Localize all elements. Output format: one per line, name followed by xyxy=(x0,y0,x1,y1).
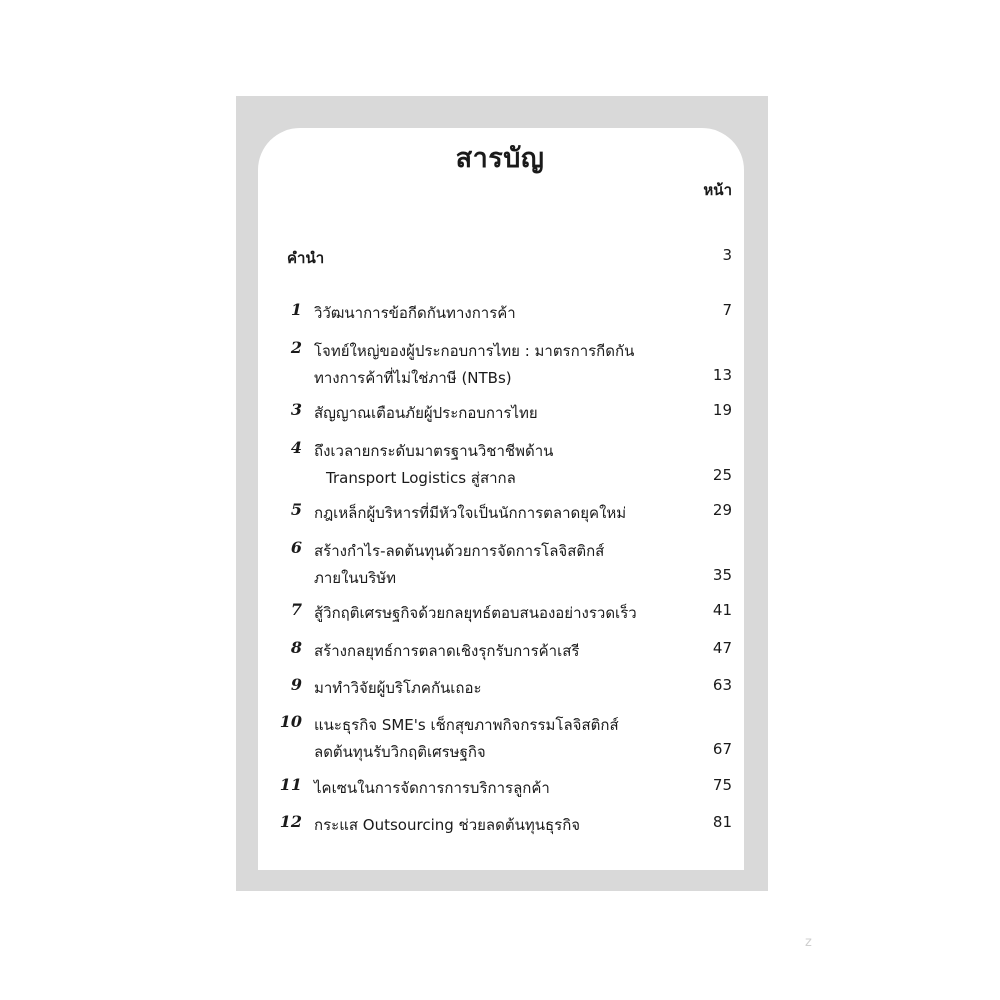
intro-label: คำนำ xyxy=(287,249,325,267)
corner-mark: z xyxy=(805,935,812,950)
toc-entry-page: 67 xyxy=(712,740,732,758)
toc-entry-title-continued: ทางการค้าที่ไม่ใช่ภาษี (NTBs) xyxy=(314,369,512,387)
toc-entry-title: สัญญาณเตือนภัยผู้ประกอบการไทย xyxy=(314,404,538,422)
toc-entry-number: 5 xyxy=(290,500,302,519)
page-column-header: หน้า xyxy=(703,181,732,199)
toc-entry-title: กฎเหล็กผู้บริหารที่มีหัวใจเป็นนักการตลาดยุคใหม่ xyxy=(314,504,627,522)
toc-entry-page: 13 xyxy=(712,366,732,384)
toc-entry-page: 7 xyxy=(722,301,732,319)
toc-entry-page: 41 xyxy=(712,601,732,619)
toc-entry-number: 4 xyxy=(290,438,302,457)
toc-entry-title: วิวัฒนาการข้อกีดกันทางการค้า xyxy=(314,304,516,322)
toc-entry-number: 2 xyxy=(290,338,302,357)
toc-entry-title: สู้วิกฤติเศรษฐกิจด้วยกลยุทธ์ตอบสนองอย่างรวดเร็ว xyxy=(314,604,637,622)
toc-entry-number: 8 xyxy=(290,638,302,657)
toc-entry-page: 81 xyxy=(712,813,732,831)
toc-entry-number: 7 xyxy=(290,600,302,619)
toc-entry-page: 75 xyxy=(712,776,732,794)
toc-entry-title: แนะธุรกิจ SME's เช็กสุขภาพกิจกรรมโลจิสติกส์ xyxy=(314,716,619,734)
toc-entry-number: 1 xyxy=(290,300,302,319)
toc-entry-title: กระแส Outsourcing ช่วยลดต้นทุนธุรกิจ xyxy=(314,816,581,834)
page-title: สารบัญ xyxy=(455,143,545,174)
toc-entry-title-continued: ภายในบริษัท xyxy=(314,569,397,587)
intro-page: 3 xyxy=(722,246,732,264)
toc-entry-number: 9 xyxy=(290,675,302,694)
toc-entry-page: 47 xyxy=(712,639,732,657)
toc-entry-number: 10 xyxy=(279,712,302,731)
toc-entry-number: 6 xyxy=(290,538,302,557)
toc-entry-page: 35 xyxy=(712,566,732,584)
toc-entry-number: 3 xyxy=(290,400,302,419)
toc-entry-title: สร้างกำไร-ลดต้นทุนด้วยการจัดการโลจิสติกส์ xyxy=(314,542,605,560)
toc-entry-title-continued: Transport Logistics สู่สากล xyxy=(326,469,516,487)
toc-entry-page: 19 xyxy=(712,401,732,419)
toc-entry-page: 29 xyxy=(712,501,732,519)
toc-entry-number: 11 xyxy=(279,775,302,794)
toc-entry-title: ถึงเวลายกระดับมาตรฐานวิชาชีพด้าน xyxy=(314,442,554,460)
toc-entry-page: 63 xyxy=(712,676,732,694)
toc-entry-title: มาทำวิจัยผู้บริโภคกันเถอะ xyxy=(314,679,482,697)
toc-entry-title: สร้างกลยุทธ์การตลาดเชิงรุกรับการค้าเสรี xyxy=(314,642,580,660)
toc-entry-title: โจทย์ใหญ่ของผู้ประกอบการไทย : มาตรการกีดกัน xyxy=(314,342,635,360)
toc-entry-page: 25 xyxy=(712,466,732,484)
toc-entry-title-continued: ลดต้นทุนรับวิกฤติเศรษฐกิจ xyxy=(314,743,486,761)
toc-entry-number: 12 xyxy=(279,812,302,831)
toc-entry-title: ไคเซนในการจัดการการบริการลูกค้า xyxy=(314,779,550,797)
